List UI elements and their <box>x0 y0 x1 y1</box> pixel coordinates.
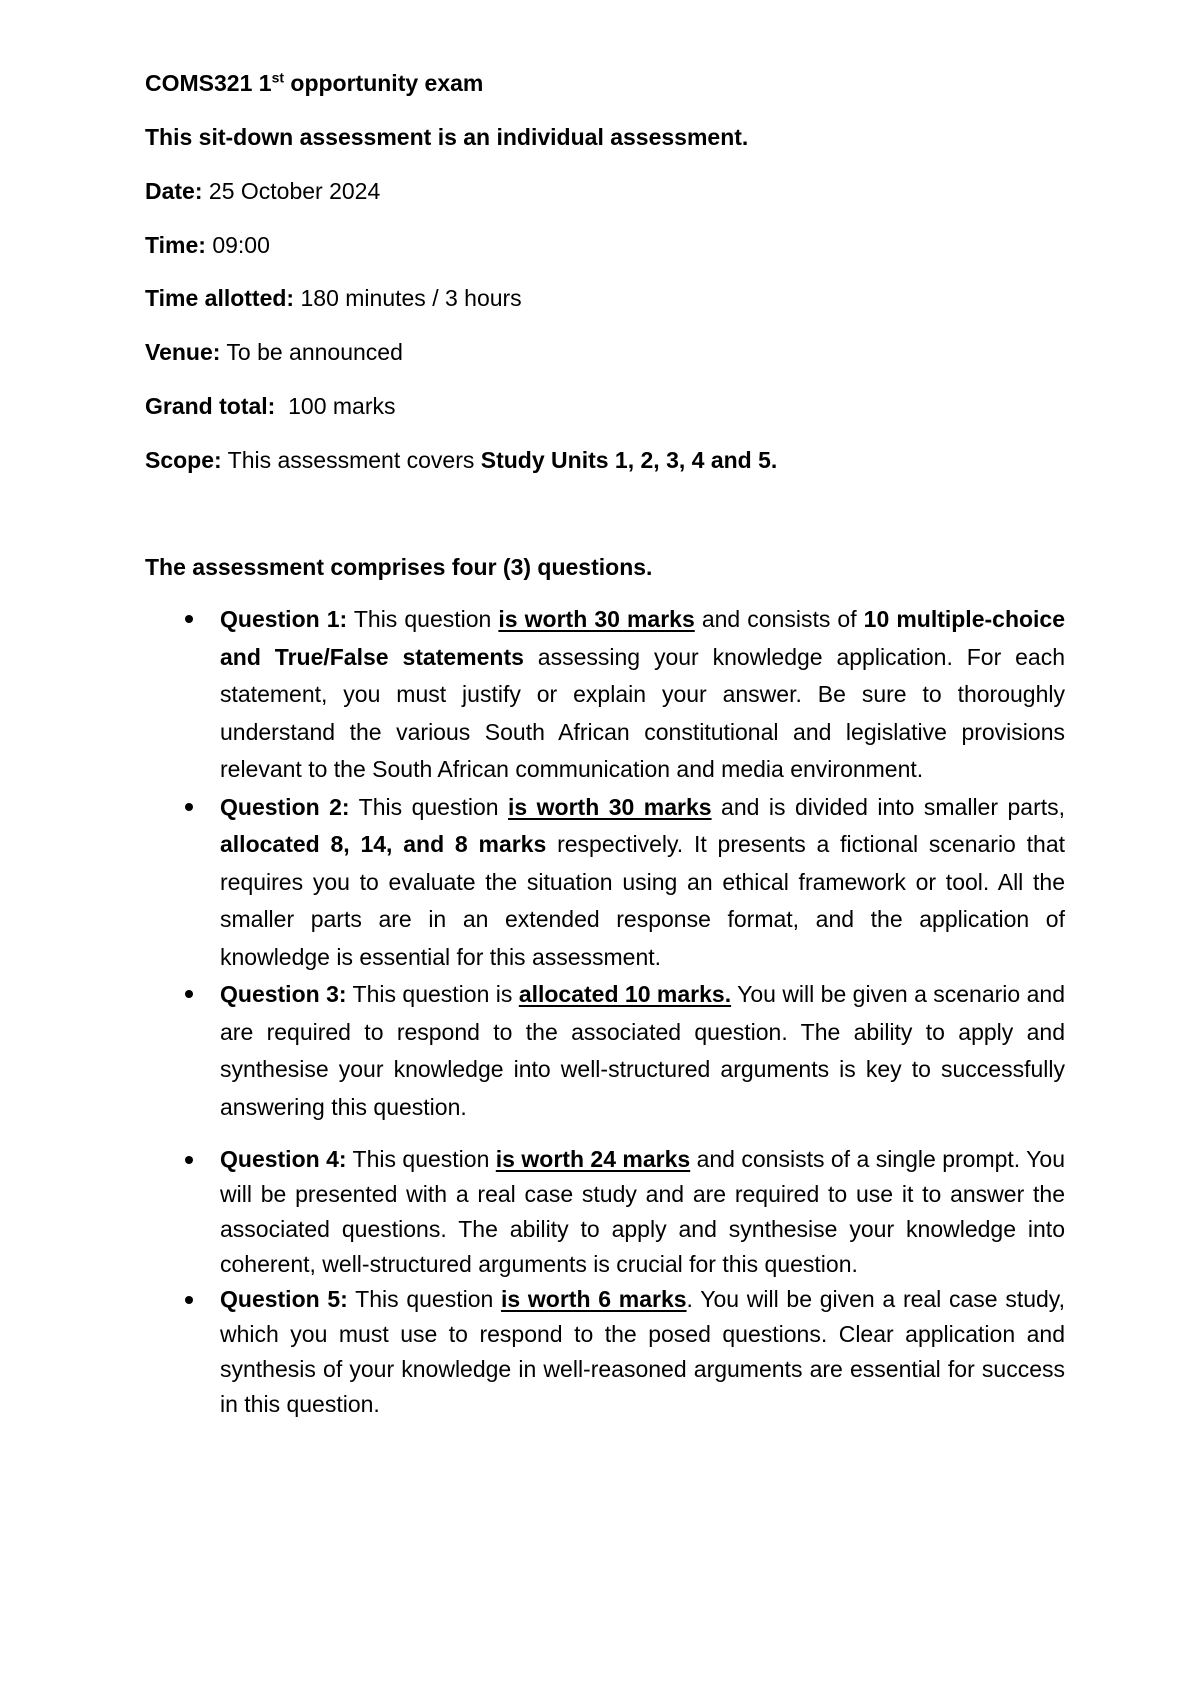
date-line: Date: 25 October 2024 <box>145 178 381 204</box>
bullet-icon <box>185 615 193 623</box>
question-item: Question 4: This question is worth 24 marks and consists of a single prompt. You will be presented with a real case study and are required to use it to answer the associated questions. The ability to apply and synthesise your knowledge into coherent, well-structured arguments is crucial for this question. <box>145 1142 1065 1282</box>
bullet-icon <box>185 803 193 811</box>
bullet-icon <box>185 1296 193 1304</box>
grand-total-line: Grand total: 100 marks <box>145 393 396 419</box>
comprises-heading: The assessment comprises four (3) questions. <box>145 554 653 580</box>
bullet-icon <box>185 990 193 998</box>
time-allotted-line: Time allotted: 180 minutes / 3 hours <box>145 285 522 311</box>
question-item: Question 2: This question is worth 30 marks and is divided into smaller parts, allocated 8, 14, and 8 marks respectively. It presents a fictional scenario that requires you to evaluate the situation using an ethical framework or tool. All the smaller parts are in an extended response format, and the application of knowledge is essential for this assessment. <box>145 789 1065 977</box>
venue-line: Venue: To be announced <box>145 339 403 365</box>
scope-line: Scope: This assessment covers Study Units 1, 2, 3, 4 and 5. <box>145 447 778 473</box>
question-item: Question 5: This question is worth 6 marks. You will be given a real case study, which you must use to respond to the posed questions. Clear application and synthesis of your knowledge in well-reasoned arguments are essential for success in this question. <box>145 1282 1065 1422</box>
question-item: Question 3: This question is allocated 10 marks. You will be given a scenario and are required to respond to the associated question. The ability to apply and synthesise your knowledge into well-structured arguments is key to successfully answering this question. <box>145 976 1065 1126</box>
exam-title: COMS321 1st opportunity exam <box>145 69 484 96</box>
intro-statement: This sit-down assessment is an individual assessment. <box>145 124 749 150</box>
bullet-icon <box>185 1156 193 1164</box>
time-line: Time: 09:00 <box>145 232 270 258</box>
question-item: Question 1: This question is worth 30 marks and consists of 10 multiple-choice and True/False statements assessing your knowledge application. For each statement, you must justify or explain your answer. Be sure to thoroughly understand the various South African constitutional and legislative provisions relevant to the South African communication and media environment. <box>145 601 1065 789</box>
question-list <box>145 601 1065 1422</box>
